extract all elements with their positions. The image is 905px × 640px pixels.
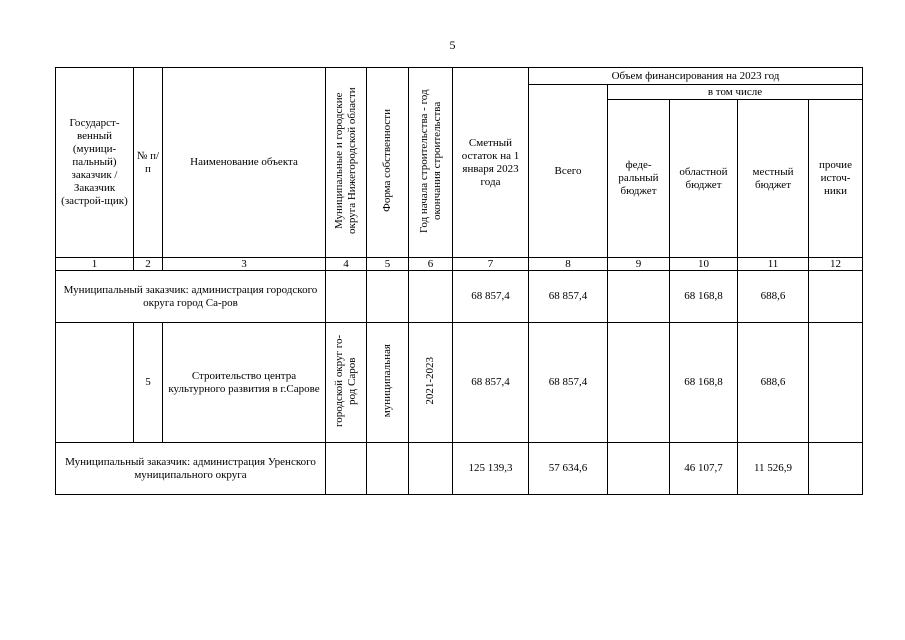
page-number: 5: [449, 38, 456, 52]
header-years-cell: [409, 68, 453, 258]
local-value: 688,6: [738, 271, 809, 323]
table-row-object: [56, 323, 863, 443]
column-numbers-row: [56, 258, 863, 271]
total-value: 57 634,6: [529, 443, 608, 495]
estimate-value: 68 857,4: [453, 323, 529, 443]
customer-name: Муниципальный заказчик: администрация Уренского муниципального округа: [56, 443, 326, 495]
empty-cell: [409, 443, 453, 495]
ownership-value: муниципальная: [381, 343, 393, 418]
local-value: 688,6: [738, 323, 809, 443]
years-cell: [409, 323, 453, 443]
header-including: в том числе: [608, 85, 863, 100]
table-row-customer-uren: [56, 443, 863, 495]
column-number: 3: [163, 258, 326, 271]
header-total: Всего: [529, 85, 608, 258]
header-local: местный бюджет: [738, 100, 809, 258]
other-value: [809, 271, 863, 323]
header-regional: областной бюджет: [670, 100, 738, 258]
header-ownership-cell: [367, 68, 409, 258]
header-years: Год начала строительства - год окончания строительства: [417, 88, 443, 233]
header-other: прочие источ-ники: [809, 100, 863, 258]
federal-value: [608, 323, 670, 443]
column-number: 4: [326, 258, 367, 271]
municipality-cell: [326, 323, 367, 443]
estimate-value: 125 139,3: [453, 443, 529, 495]
local-value: 11 526,9: [738, 443, 809, 495]
ownership-cell: [367, 323, 409, 443]
other-value: [809, 443, 863, 495]
column-number: 8: [529, 258, 608, 271]
object-name: Строительство центра культурного развития в г.Сарове: [163, 323, 326, 443]
header-ownership: Форма собственности: [381, 109, 393, 212]
total-value: 68 857,4: [529, 323, 608, 443]
federal-value: [608, 271, 670, 323]
header-number: № п/п: [134, 68, 163, 258]
column-number: 10: [670, 258, 738, 271]
object-number: 5: [134, 323, 163, 443]
header-municipality: Муниципальные и городские округа Нижегородской области: [333, 87, 358, 234]
regional-value: 46 107,7: [670, 443, 738, 495]
column-number: 12: [809, 258, 863, 271]
header-federal: феде-ральный бюджет: [608, 100, 670, 258]
empty-cell: [409, 271, 453, 323]
empty-cell: [367, 443, 409, 495]
header-customer: Государст-венный (муници-пальный) заказчик / Заказчик (застрой-щик): [56, 68, 134, 258]
other-value: [809, 323, 863, 443]
column-number: 2: [134, 258, 163, 271]
column-number: 11: [738, 258, 809, 271]
regional-value: 68 168,8: [670, 271, 738, 323]
header-financing-title: Объем финансирования на 2023 год: [529, 68, 863, 85]
empty-cell: [326, 271, 367, 323]
table-row-customer-sarov: [56, 271, 863, 323]
regional-value: 68 168,8: [670, 323, 738, 443]
years-value: 2021-2023: [424, 356, 436, 405]
column-number: 1: [56, 258, 134, 271]
empty-cell: [367, 271, 409, 323]
header-municipality-cell: [326, 68, 367, 258]
column-number: 7: [453, 258, 529, 271]
federal-value: [608, 443, 670, 495]
empty-cell: [56, 323, 134, 443]
column-number: 9: [608, 258, 670, 271]
customer-name: Муниципальный заказчик: администрация городского округа город Са-ров: [56, 271, 326, 323]
financing-table: [55, 67, 863, 495]
total-value: 68 857,4: [529, 271, 608, 323]
municipality-value: городской округ го-род Саров: [333, 334, 358, 427]
column-number: 5: [367, 258, 409, 271]
header-estimate-balance: Сметный остаток на 1 января 2023 года: [453, 68, 529, 258]
estimate-value: 68 857,4: [453, 271, 529, 323]
header-object-name: Наименование объекта: [163, 68, 326, 258]
empty-cell: [326, 443, 367, 495]
column-number: 6: [409, 258, 453, 271]
